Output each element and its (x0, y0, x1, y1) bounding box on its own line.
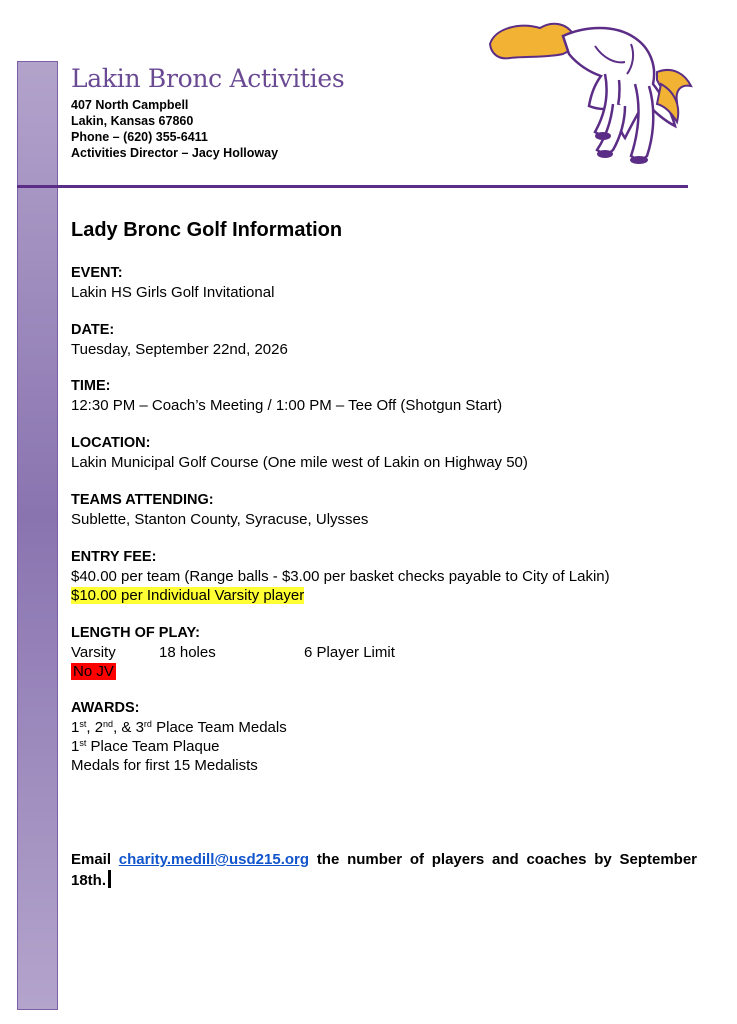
award-line-medals: 1st, 2nd, & 3rd Place Team Medals (71, 719, 287, 736)
time-label: TIME: (71, 378, 111, 394)
player-limit: 6 Player Limit (304, 644, 395, 661)
teams-section (71, 491, 368, 529)
entry-fee-label: ENTRY FEE: (71, 549, 157, 565)
director-line: Activities Director – Jacy Holloway (71, 146, 279, 160)
org-title: Lakin Bronc Activities (71, 64, 345, 93)
time-value: 12:30 PM – Coach’s Meeting / 1:00 PM – Tee Off (Shotgun Start) (71, 397, 503, 414)
entry-fee-section (71, 548, 610, 605)
address-block (71, 97, 278, 161)
no-jv-badge: No JV (73, 663, 114, 680)
individual-fee: $10.00 per Individual Varsity player (71, 587, 305, 604)
date-value: Tuesday, September 22nd, 2026 (71, 341, 288, 358)
teams-value: Sublette, Stanton County, Syracuse, Ulysses (71, 511, 369, 528)
length-of-play-section (71, 624, 395, 681)
contact-suffix: the number of players and coaches by September 18th. (71, 851, 698, 889)
document-title: Lady Bronc Golf Information (71, 219, 343, 241)
address-line-city: Lakin, Kansas 67860 (71, 114, 194, 128)
contact-paragraph (71, 850, 697, 891)
play-holes: 18 holes (159, 644, 216, 661)
award-line-medalists: Medals for first 15 Medalists (71, 757, 258, 774)
date-label: DATE: (71, 322, 115, 338)
awards-label: AWARDS: (71, 700, 140, 716)
decorative-sidebar (17, 61, 58, 1010)
location-label: LOCATION: (71, 435, 151, 451)
location-value: Lakin Municipal Golf Course (One mile west of Lakin on Highway 50) (71, 454, 528, 471)
date-section (71, 321, 288, 359)
text-cursor (108, 870, 111, 888)
event-label: EVENT: (71, 265, 123, 281)
event-value: Lakin HS Girls Golf Invitational (71, 284, 275, 301)
location-section (71, 434, 528, 472)
time-section (71, 377, 502, 415)
award-line-plaque: 1st Place Team Plaque (71, 738, 220, 755)
teams-label: TEAMS ATTENDING: (71, 492, 214, 508)
email-link[interactable]: charity.medill@usd215.org (118, 851, 310, 868)
awards-section (71, 699, 287, 775)
contact-prefix: Email (71, 851, 112, 868)
phone-line: Phone – (620) 355-6411 (71, 130, 208, 144)
length-of-play-label: LENGTH OF PLAY: (71, 625, 200, 641)
address-line-street: 407 North Campbell (71, 98, 189, 112)
event-section (71, 264, 274, 302)
play-level: Varsity (71, 644, 116, 661)
header-divider (17, 185, 688, 188)
team-fee: $40.00 per team (Range balls - $3.00 per basket checks payable to City of Lakin) (71, 568, 610, 585)
bucking-bronco-icon (485, 14, 700, 174)
